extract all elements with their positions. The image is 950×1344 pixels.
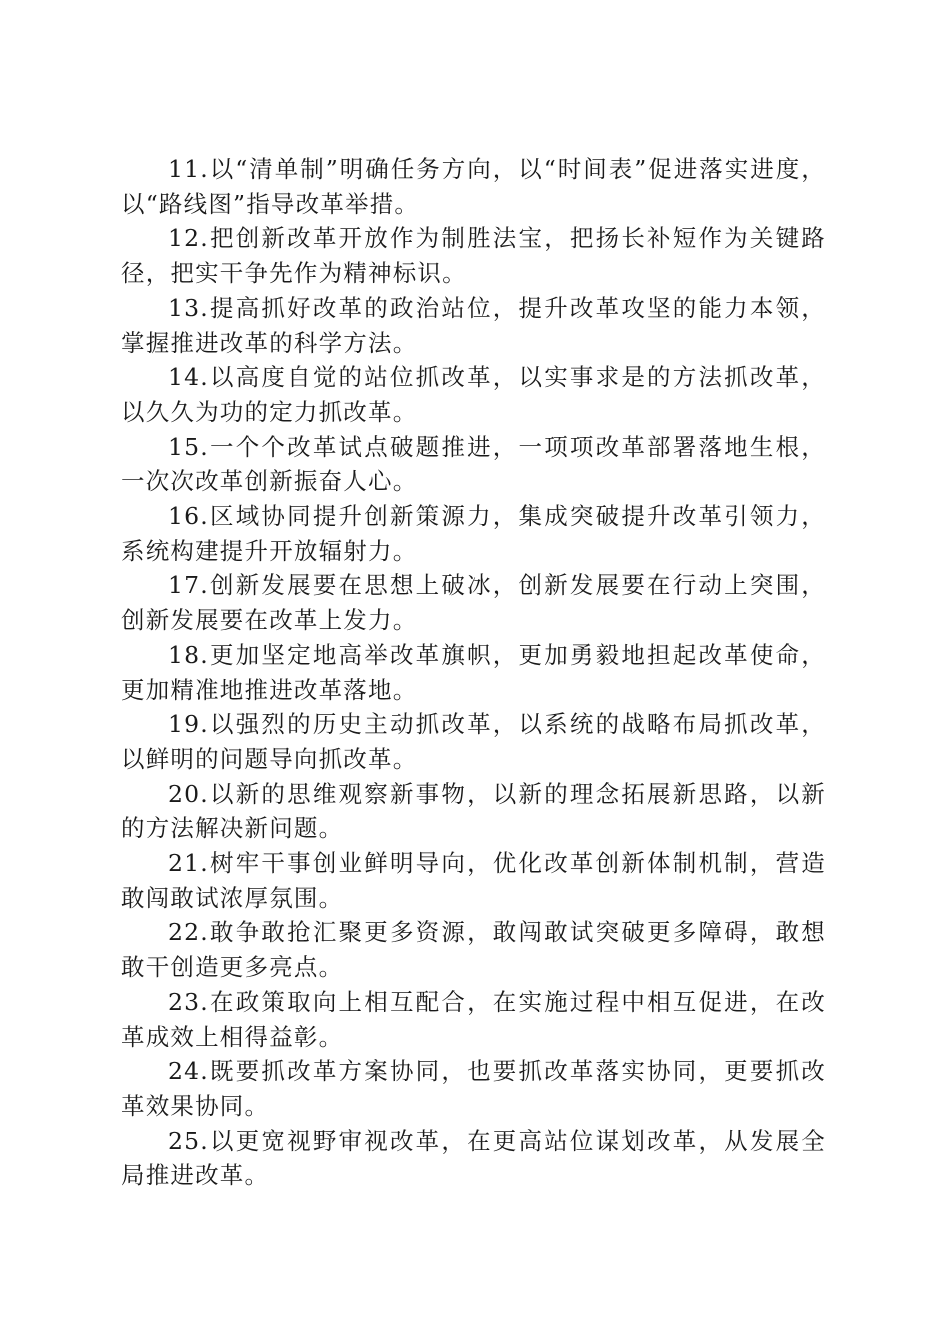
- document-body: [121, 152, 826, 1193]
- paragraph-19: 19.以强烈的历史主动抓改革，以系统的战略布局抓改革，以鲜明的问题导向抓改革。: [121, 710, 826, 773]
- paragraph-18: 18.更加坚定地高举改革旗帜，更加勇毅地担起改革使命，更加精准地推进改革落地。: [121, 640, 826, 704]
- paragraph-23: 23.在政策取向上相互配合，在实施过程中相互促进，在改革成效上相得益彰。: [121, 987, 826, 1051]
- paragraph-11: 11.以“清单制”明确任务方向，以“时间表”促进落实进度，以“路线图”指导改革举措。: [121, 155, 826, 218]
- paragraph-17: 17.创新发展要在思想上破冰，创新发展要在行动上突围，创新发展要在改革上发力。: [121, 571, 826, 635]
- paragraph-14: 14.以高度自觉的站位抓改革，以实事求是的方法抓改革，以久久为功的定力抓改革。: [121, 363, 826, 426]
- paragraph-12: 12.把创新改革开放作为制胜法宝，把扬长补短作为关键路径，把实干争先作为精神标识。: [121, 224, 826, 288]
- paragraph-20: 20.以新的思维观察新事物，以新的理念拓展新思路，以新的方法解决新问题。: [121, 779, 826, 843]
- paragraph-24: 24.既要抓改革方案协同，也要抓改革落实协同，更要抓改革效果协同。: [121, 1057, 826, 1120]
- paragraph-13: 13.提高抓好改革的政治站位，提升改革攻坚的能力本领，掌握推进改革的科学方法。: [121, 293, 826, 357]
- paragraph-15: 15.一个个改革试点破题推进，一项项改革部署落地生根，一次次改革创新振奋人心。: [121, 432, 826, 496]
- paragraph-16: 16.区域协同提升创新策源力，集成突破提升改革引领力，系统构建提升开放辐射力。: [121, 502, 826, 565]
- paragraph-21: 21.树牢干事创业鲜明导向，优化改革创新体制机制，营造敢闯敢试浓厚氛围。: [121, 849, 826, 912]
- paragraph-25: 25.以更宽视野审视改革，在更高站位谋划改革，从发展全局推进改革。: [121, 1126, 826, 1190]
- paragraph-22: 22.敢争敢抢汇聚更多资源，敢闯敢试突破更多障碍，敢想敢干创造更多亮点。: [121, 918, 826, 982]
